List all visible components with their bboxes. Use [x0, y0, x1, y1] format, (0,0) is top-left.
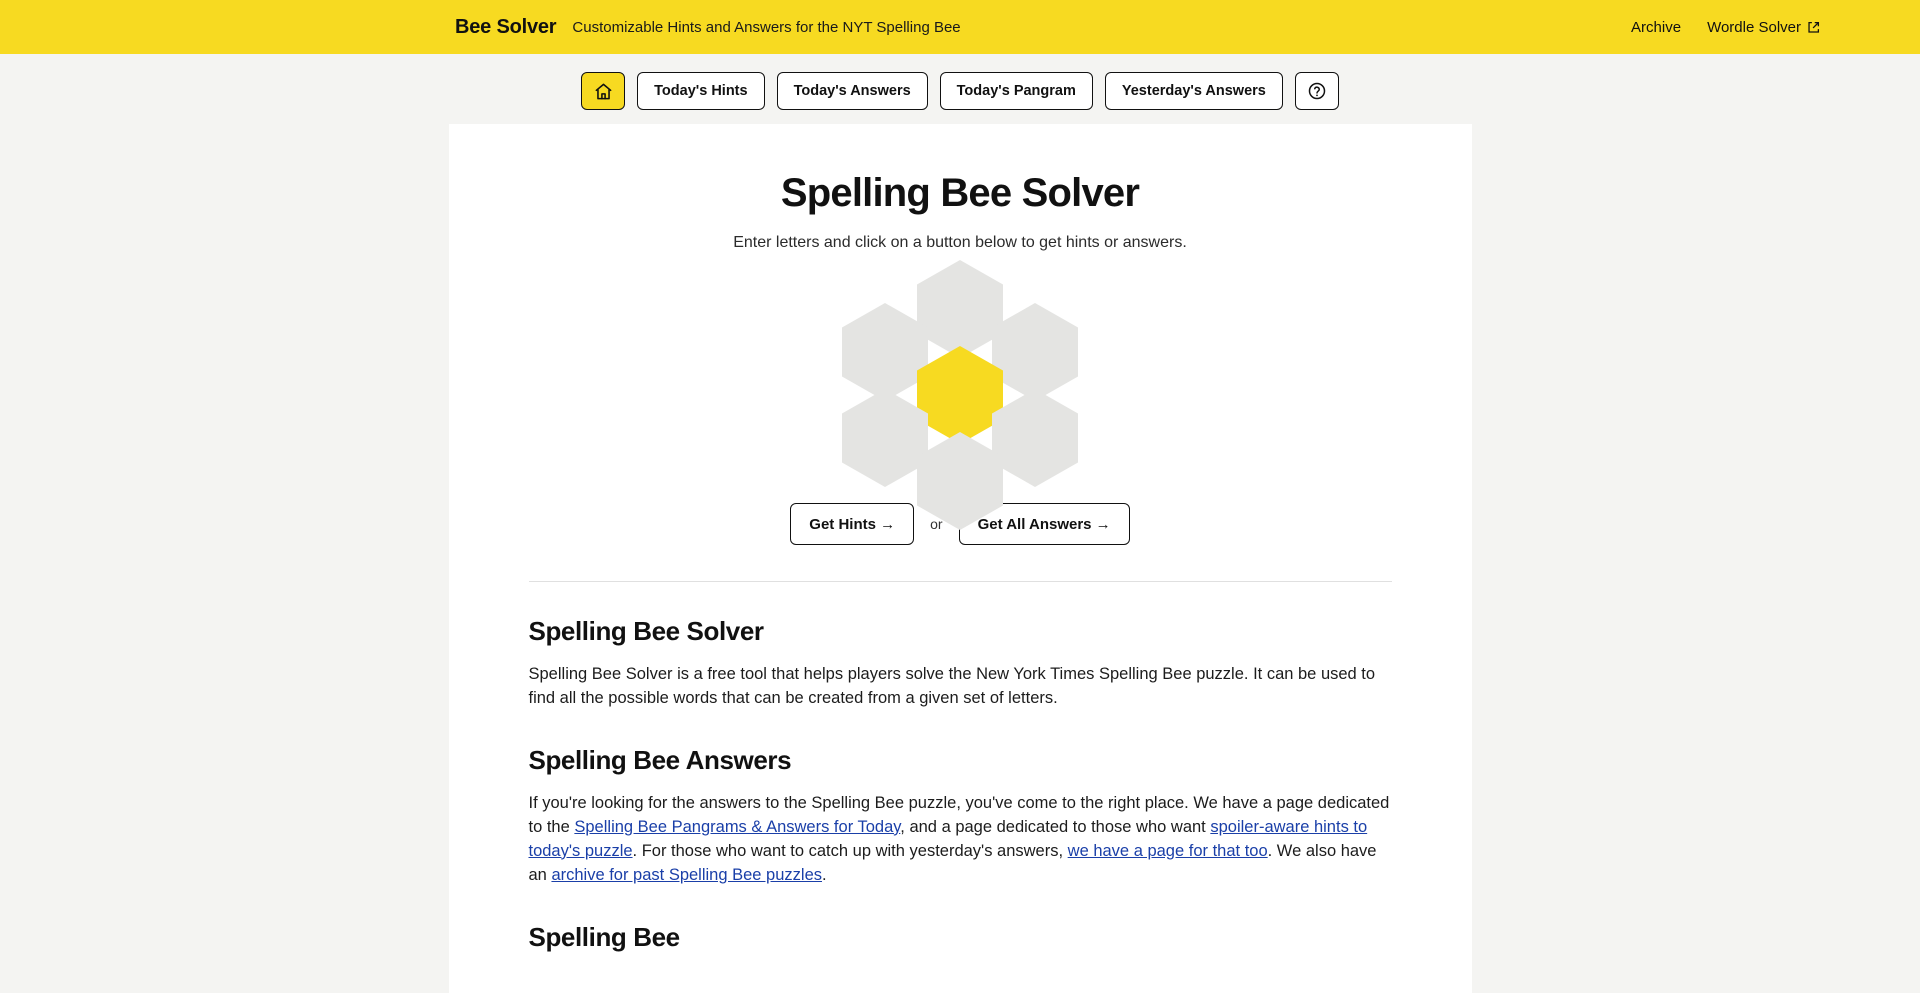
section-paragraph-solver: Spelling Bee Solver is a free tool that helps players solve the New York Times Spelling Bee puzzle. It can be used to find all the possible words that can be created from a given set of letters.: [528, 665, 1376, 707]
page-title: Spelling Bee Solver: [780, 171, 1140, 215]
section-heading-answers: Spelling Bee Answers: [528, 744, 792, 775]
page-subtitle: Enter letters and click on a button below to get hints or answers.: [733, 234, 1187, 251]
hive-cell-bottom-right[interactable]: [992, 389, 1078, 487]
top-bar: [0, 0, 1920, 54]
hive-cell-center[interactable]: [917, 346, 1003, 444]
primary-nav: [0, 54, 1920, 124]
get-hints-button[interactable]: Get Hints →: [790, 503, 914, 545]
yesterdays-answers-link[interactable]: we have a page for that too: [1067, 841, 1268, 860]
pangrams-answers-today-link[interactable]: Spelling Bee Pangrams & Answers for Today: [574, 817, 901, 836]
wordle-solver-label: Wordle Solver: [1707, 18, 1801, 36]
nav-yesterdays-answers-button[interactable]: Yesterday's Answers: [1105, 72, 1283, 110]
home-icon: [594, 82, 613, 101]
spoiler-aware-hints-link[interactable]: spoiler-aware hints to today's puzzle: [528, 817, 1368, 860]
answers-text-4: . We also have an: [528, 841, 1377, 884]
archive-past-puzzles-link[interactable]: archive for past Spelling Bee puzzles: [551, 865, 823, 884]
wordle-solver-link[interactable]: [1707, 19, 1820, 36]
top-bar-links: [1631, 19, 1840, 36]
nav-todays-pangram-button[interactable]: Today's Pangram: [940, 72, 1093, 110]
main-card: [449, 124, 1472, 993]
get-all-answers-button[interactable]: Get All Answers →: [959, 503, 1130, 545]
answers-text-5: .: [822, 865, 827, 884]
card-bottom-spacer: [529, 953, 1392, 993]
section-heading-solver: Spelling Bee Solver: [528, 616, 764, 646]
answers-text-2: , and a page dedicated to those who want: [900, 817, 1211, 836]
section-heading-spelling-bee: Spelling Bee: [528, 921, 680, 952]
hive-cell-top[interactable]: [917, 260, 1003, 358]
letter-hive: [830, 260, 1090, 475]
section-paragraph-answers: [529, 792, 1392, 888]
answers-text-3: . For those who want to catch up with yesterday's answers,: [632, 841, 1068, 860]
hive-wrapper: [529, 260, 1392, 475]
nav-todays-hints-button[interactable]: Today's Hints: [637, 72, 764, 110]
content-divider: [529, 581, 1392, 582]
nav-home-button[interactable]: [581, 72, 625, 110]
hive-cell-top-right[interactable]: [992, 303, 1078, 401]
answers-text-1: If you're looking for the answers to the Spelling Bee puzzle, you've come to the right place. We have a page dedicated to the: [528, 793, 1390, 836]
nav-todays-answers-button[interactable]: Today's Answers: [777, 72, 928, 110]
or-separator: or: [930, 516, 943, 532]
help-icon: [1307, 81, 1327, 101]
page-body: [0, 124, 1920, 993]
hive-cell-bottom-left[interactable]: [842, 389, 928, 487]
archive-link[interactable]: Archive: [1631, 18, 1682, 36]
external-link-icon: [1807, 21, 1820, 34]
hive-cell-top-left[interactable]: [842, 303, 928, 401]
nav-help-button[interactable]: [1295, 72, 1339, 110]
site-tagline: Customizable Hints and Answers for the NYT Spelling Bee: [572, 18, 961, 36]
site-brand: Bee Solver: [455, 15, 557, 38]
